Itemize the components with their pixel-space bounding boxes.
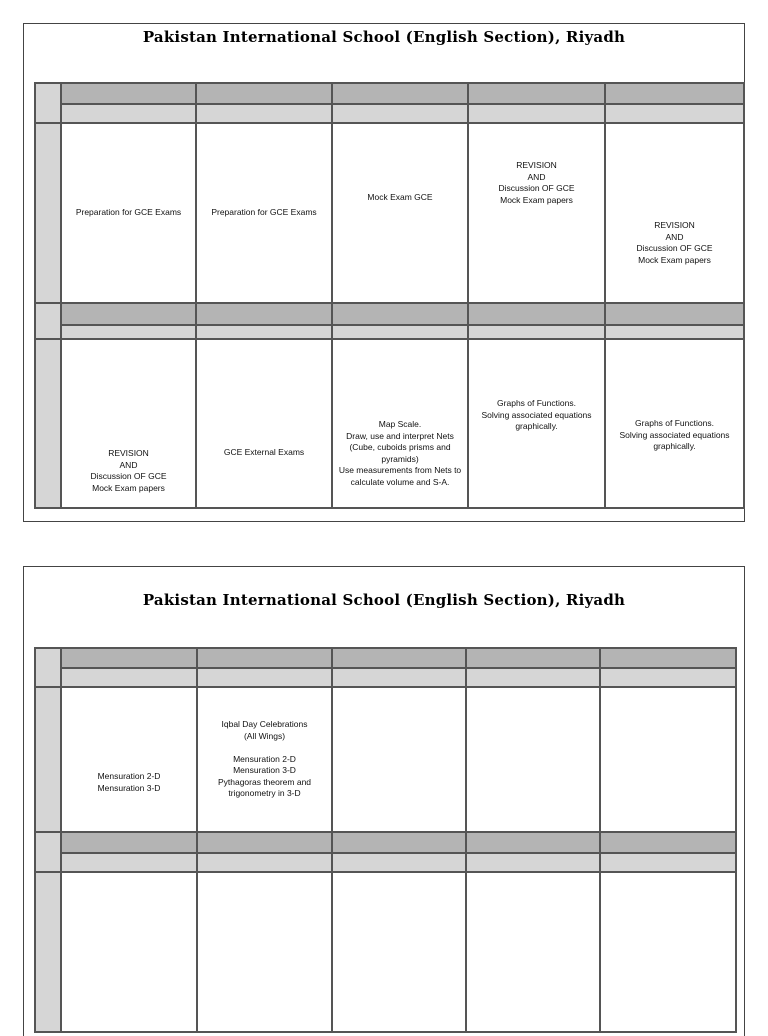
header-cell bbox=[468, 303, 605, 325]
subheader-cell bbox=[332, 325, 468, 339]
subheader-cell bbox=[196, 104, 332, 123]
content-cell bbox=[600, 872, 736, 1032]
side-cell bbox=[35, 339, 61, 508]
content-cell: REVISION AND Discussion OF GCE Mock Exam papers bbox=[605, 123, 744, 303]
plan-table-2 bbox=[34, 647, 737, 1033]
plan-table-1 bbox=[34, 82, 745, 509]
content-cell bbox=[466, 687, 600, 832]
subheader-cell bbox=[61, 104, 196, 123]
subheader-cell bbox=[332, 104, 468, 123]
content-cell: Preparation for GCE Exams bbox=[61, 123, 196, 303]
content-cell: Iqbal Day Celebrations (All Wings) Mensuration 2-D Mensuration 3-D Pythagoras theorem and trigonometry in 3-D bbox=[197, 687, 332, 832]
content-cell bbox=[197, 872, 332, 1032]
content-cell: REVISION AND Discussion OF GCE Mock Exam papers bbox=[468, 123, 605, 303]
subheader-cell bbox=[605, 104, 744, 123]
subheader-cell bbox=[61, 325, 196, 339]
header-cell bbox=[196, 303, 332, 325]
subheader-cell bbox=[196, 325, 332, 339]
subheader-cell bbox=[332, 668, 466, 687]
subheader-cell bbox=[600, 668, 736, 687]
content-row bbox=[35, 123, 744, 303]
side-cell bbox=[35, 832, 61, 872]
header-row bbox=[35, 648, 736, 668]
header-cell bbox=[466, 648, 600, 668]
header-cell bbox=[605, 83, 744, 104]
subheader-row bbox=[35, 668, 736, 687]
side-cell bbox=[35, 687, 61, 832]
content-cell: Preparation for GCE Exams bbox=[196, 123, 332, 303]
header-cell bbox=[600, 648, 736, 668]
header-cell bbox=[61, 648, 197, 668]
subheader-cell bbox=[468, 325, 605, 339]
content-cell bbox=[332, 872, 466, 1032]
subheader-cell bbox=[197, 853, 332, 872]
header-cell bbox=[61, 832, 197, 853]
header-cell bbox=[332, 832, 466, 853]
content-cell: Graphs of Functions. Solving associated equations graphically. bbox=[605, 339, 744, 508]
header-row bbox=[35, 303, 744, 325]
side-cell bbox=[35, 648, 61, 687]
content-cell bbox=[466, 872, 600, 1032]
header-row bbox=[35, 832, 736, 853]
header-cell bbox=[197, 832, 332, 853]
subheader-cell bbox=[197, 668, 332, 687]
content-cell: GCE External Exams bbox=[196, 339, 332, 508]
subheader-cell bbox=[61, 668, 197, 687]
header-cell bbox=[332, 303, 468, 325]
subheader-row bbox=[35, 853, 736, 872]
content-row bbox=[35, 687, 736, 832]
content-cell bbox=[61, 872, 197, 1032]
subheader-cell bbox=[468, 104, 605, 123]
side-cell bbox=[35, 83, 61, 123]
subheader-cell bbox=[466, 853, 600, 872]
subheader-row bbox=[35, 325, 744, 339]
header-row bbox=[35, 83, 744, 104]
plan-page-1 bbox=[23, 23, 745, 522]
side-cell bbox=[35, 303, 61, 339]
content-row bbox=[35, 872, 736, 1032]
subheader-cell bbox=[466, 668, 600, 687]
subheader-cell bbox=[332, 853, 466, 872]
header-cell bbox=[468, 83, 605, 104]
header-cell bbox=[332, 83, 468, 104]
side-cell bbox=[35, 872, 61, 1032]
subheader-cell bbox=[61, 853, 197, 872]
school-title: Pakistan International School (English Section), Riyadh bbox=[142, 591, 626, 609]
subheader-row bbox=[35, 104, 744, 123]
content-cell: REVISION AND Discussion OF GCE Mock Exam papers bbox=[61, 339, 196, 508]
header-cell bbox=[197, 648, 332, 668]
content-cell: Mensuration 2-D Mensuration 3-D bbox=[61, 687, 197, 832]
header-cell bbox=[332, 648, 466, 668]
header-cell bbox=[600, 832, 736, 853]
side-cell bbox=[35, 123, 61, 303]
subheader-cell bbox=[605, 325, 744, 339]
header-cell bbox=[61, 83, 196, 104]
header-cell bbox=[605, 303, 744, 325]
content-cell: Map Scale. Draw, use and interpret Nets (Cube, cuboids prisms and pyramids) Use measurements from Nets to calculate volume and S-A. bbox=[332, 339, 468, 508]
plan-page-2 bbox=[23, 566, 745, 1036]
school-title: Pakistan International School (English Section), Riyadh bbox=[142, 28, 626, 46]
content-cell bbox=[600, 687, 736, 832]
header-cell bbox=[466, 832, 600, 853]
content-cell bbox=[332, 687, 466, 832]
header-cell bbox=[61, 303, 196, 325]
content-cell: Mock Exam GCE bbox=[332, 123, 468, 303]
content-row bbox=[35, 339, 744, 508]
content-cell: Graphs of Functions. Solving associated equations graphically. bbox=[468, 339, 605, 508]
subheader-cell bbox=[600, 853, 736, 872]
header-cell bbox=[196, 83, 332, 104]
